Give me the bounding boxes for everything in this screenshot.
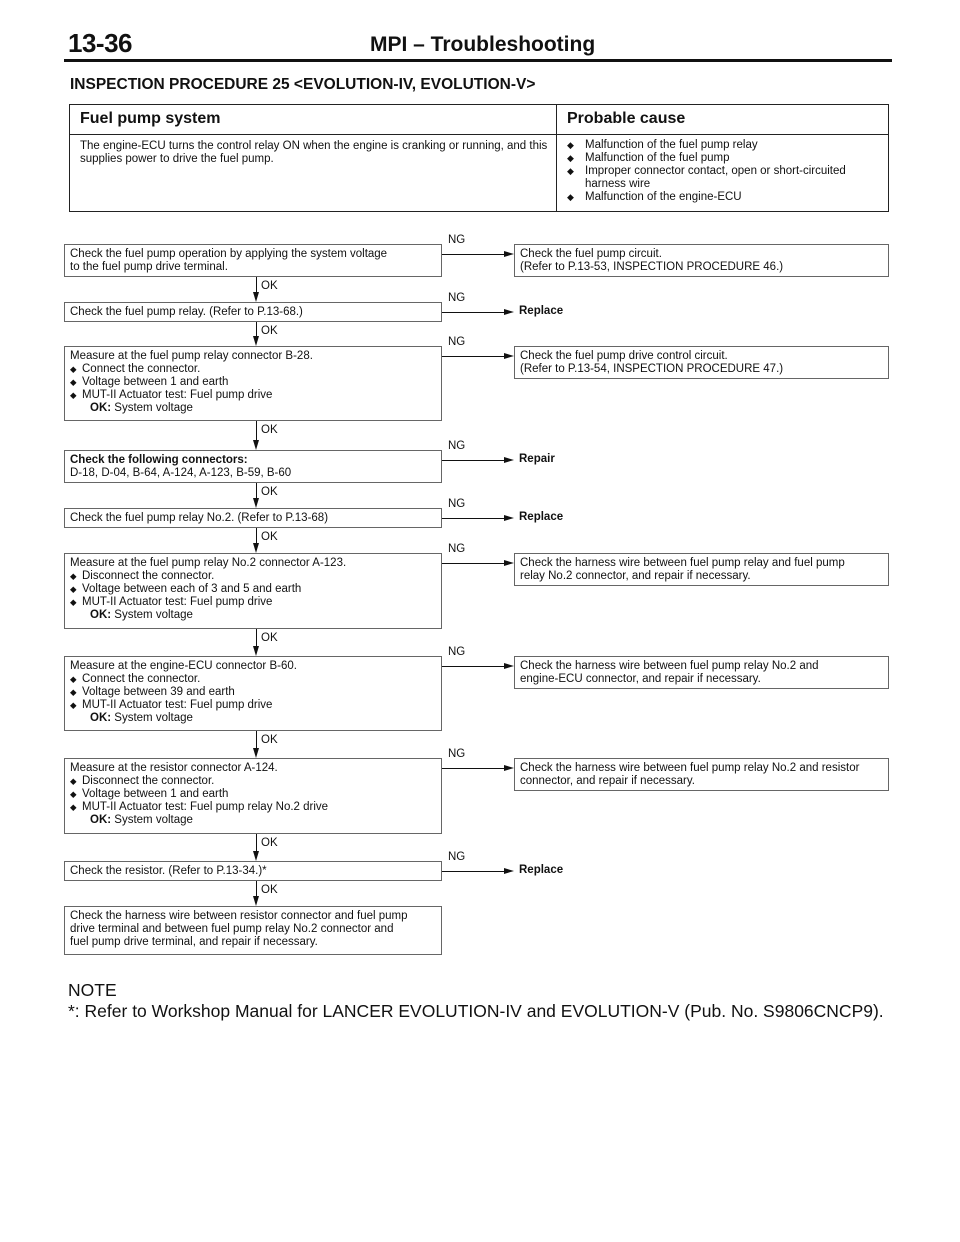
step-bullet: ◆ Voltage between 1 and earth [70, 376, 436, 389]
ng-arrow [504, 663, 514, 669]
ng-result-text: (Refer to P.13-53, INSPECTION PROCEDURE 46.) [520, 261, 784, 273]
ok-criteria [70, 814, 436, 827]
ok-arrow [253, 646, 259, 656]
ok-criteria-label: OK: [90, 712, 112, 724]
ng-label: NG [448, 646, 466, 658]
ng-label: NG [448, 336, 466, 348]
ok-arrow [253, 896, 259, 906]
ng-result-box [514, 553, 889, 586]
step-box [64, 244, 442, 277]
ng-arrow [504, 560, 514, 566]
ok-criteria [70, 712, 436, 725]
ok-criteria-label: OK: [90, 402, 112, 414]
step-title: Check the following connectors: [70, 454, 248, 466]
ok-connector [256, 834, 257, 851]
ng-result-box [514, 656, 889, 689]
ng-action: Replace [519, 864, 564, 876]
step-text: Measure at the fuel pump relay connector B-28. [70, 350, 313, 362]
ng-result-box [514, 758, 889, 791]
ng-result-text: relay No.2 connector, and repair if necessary. [520, 570, 751, 582]
table-header-cause: Probable cause [567, 110, 686, 127]
ng-label: NG [448, 748, 466, 760]
step-text: Check the fuel pump relay. (Refer to P.13-68.) [70, 306, 303, 318]
ok-criteria-label: OK: [90, 609, 112, 621]
ng-label: NG [448, 292, 466, 304]
ng-arrow [504, 765, 514, 771]
ok-criteria-value: System voltage [114, 712, 193, 724]
ok-label: OK [261, 280, 278, 292]
table-column-divider [556, 105, 557, 211]
ok-connector [256, 731, 257, 748]
step-bullet: ◆ Connect the connector. [70, 673, 436, 686]
header-rule [64, 59, 892, 62]
ng-result-text: connector, and repair if necessary. [520, 775, 695, 787]
step-bullet: ◆ Voltage between each of 3 and 5 and earth [70, 583, 436, 596]
ok-label: OK [261, 531, 278, 543]
ng-label: NG [448, 440, 466, 452]
ng-label: NG [448, 543, 466, 555]
step-bullet: ◆ Disconnect the connector. [70, 570, 436, 583]
step-box [64, 302, 442, 322]
ok-label: OK [261, 486, 278, 498]
ng-connector [442, 356, 504, 357]
ok-label: OK [261, 632, 278, 644]
ng-connector [442, 871, 504, 872]
ng-arrow [504, 868, 514, 874]
section-header: MPI – Troubleshooting [370, 33, 596, 56]
step-text: Measure at the resistor connector A-124. [70, 762, 278, 774]
step-text: Check the fuel pump operation by applying the system voltage [70, 248, 388, 260]
ok-arrow [253, 851, 259, 861]
step-box [64, 906, 442, 955]
ok-arrow [253, 292, 259, 302]
ng-result-text: Check the harness wire between fuel pump relay and fuel pump [520, 557, 845, 569]
step-text: Check the fuel pump relay No.2. (Refer to P.13-68) [70, 512, 329, 524]
ok-connector [256, 277, 257, 292]
ng-result-box [514, 244, 889, 277]
ng-connector [442, 460, 504, 461]
ok-criteria-label: OK: [90, 814, 112, 826]
ok-arrow [253, 748, 259, 758]
note [68, 980, 884, 1022]
cause-item: ◆ Malfunction of the fuel pump [567, 152, 885, 165]
ok-criteria-value: System voltage [114, 814, 193, 826]
step-text: Measure at the engine-ECU connector B-60. [70, 660, 297, 672]
step-bullet: ◆ MUT-II Actuator test: Fuel pump drive [70, 389, 436, 402]
ng-arrow [504, 309, 514, 315]
ok-connector [256, 322, 257, 336]
ng-action: Repair [519, 453, 555, 465]
ng-connector [442, 518, 504, 519]
ok-label: OK [261, 837, 278, 849]
ng-result-text: (Refer to P.13-54, INSPECTION PROCEDURE 47.) [520, 363, 784, 375]
ng-connector [442, 666, 504, 667]
table-row-divider [70, 134, 888, 135]
ng-connector [442, 312, 504, 313]
ng-arrow [504, 515, 514, 521]
page-number: 13-36 [68, 28, 132, 58]
step-text: Measure at the fuel pump relay No.2 connector A-123. [70, 557, 347, 569]
procedure-title: INSPECTION PROCEDURE 25 <EVOLUTION-IV, EVOLUTION-V> [70, 76, 536, 93]
step-bullet: ◆ MUT-II Actuator test: Fuel pump drive [70, 596, 436, 609]
ng-result-text: engine-ECU connector, and repair if necessary. [520, 673, 761, 685]
ok-label: OK [261, 734, 278, 746]
step-box [64, 861, 442, 881]
step-box [64, 656, 442, 731]
ok-connector [256, 629, 257, 646]
ng-arrow [504, 353, 514, 359]
step-bullet: ◆ Voltage between 1 and earth [70, 788, 436, 801]
ng-connector [442, 768, 504, 769]
ok-connector [256, 483, 257, 498]
ok-connector [256, 421, 257, 440]
ng-label: NG [448, 234, 466, 246]
ng-connector [442, 563, 504, 564]
ng-result-text: Check the harness wire between fuel pump relay No.2 and [520, 660, 819, 672]
ok-criteria-value: System voltage [114, 402, 193, 414]
step-box [64, 450, 442, 483]
ok-label: OK [261, 884, 278, 896]
step-box [64, 508, 442, 528]
cause-item: ◆ Malfunction of the engine-ECU [567, 191, 885, 204]
ok-criteria [70, 609, 436, 622]
step-box [64, 758, 442, 834]
step-text: Check the resistor. (Refer to P.13-34.)* [70, 865, 267, 877]
ok-criteria [70, 402, 436, 415]
ok-arrow [253, 440, 259, 450]
ng-result-text: Check the fuel pump drive control circuit. [520, 350, 728, 362]
system-description: The engine-ECU turns the control relay ON when the engine is cranking or running, and this supplies power to drive the fuel pump. [80, 140, 548, 165]
ok-arrow [253, 498, 259, 508]
ok-criteria-value: System voltage [114, 609, 193, 621]
ok-connector [256, 528, 257, 543]
step-text: fuel pump drive terminal, and repair if necessary. [70, 936, 318, 948]
ng-result-text: Check the harness wire between fuel pump relay No.2 and resistor [520, 762, 860, 774]
note-text: *: Refer to Workshop Manual for LANCER EVOLUTION-IV and EVOLUTION-V (Pub. No. S9806CNCP9). [68, 1001, 884, 1021]
ng-result-text: Check the fuel pump circuit. [520, 248, 662, 260]
step-bullet: ◆ MUT-II Actuator test: Fuel pump drive [70, 699, 436, 712]
cause-list [567, 139, 885, 204]
step-box [64, 346, 442, 421]
ng-action: Replace [519, 305, 564, 317]
ok-arrow [253, 336, 259, 346]
ok-arrow [253, 543, 259, 553]
step-text: to the fuel pump drive terminal. [70, 261, 228, 273]
step-bullet: ◆ MUT-II Actuator test: Fuel pump relay No.2 drive [70, 801, 436, 814]
table-header-system: Fuel pump system [80, 110, 221, 127]
probable-cause-table [69, 104, 889, 212]
ok-connector [256, 881, 257, 896]
ng-connector [442, 254, 504, 255]
cause-item: ◆ Improper connector contact, open or short-circuited harness wire [567, 165, 885, 191]
step-text: drive terminal and between fuel pump relay No.2 connector and [70, 923, 394, 935]
note-heading: NOTE [68, 980, 117, 1000]
step-box [64, 553, 442, 629]
ng-arrow [504, 251, 514, 257]
ng-label: NG [448, 498, 466, 510]
ok-label: OK [261, 424, 278, 436]
step-bullet: ◆ Disconnect the connector. [70, 775, 436, 788]
step-bullet: ◆ Connect the connector. [70, 363, 436, 376]
ok-label: OK [261, 325, 278, 337]
step-bullet: ◆ Voltage between 39 and earth [70, 686, 436, 699]
cause-item: ◆ Malfunction of the fuel pump relay [567, 139, 885, 152]
ng-arrow [504, 457, 514, 463]
ng-result-box [514, 346, 889, 379]
ng-action: Replace [519, 511, 564, 523]
step-text: Check the harness wire between resistor connector and fuel pump [70, 910, 408, 922]
step-text: D-18, D-04, B-64, A-124, A-123, B-59, B-60 [70, 467, 292, 479]
ng-label: NG [448, 851, 466, 863]
